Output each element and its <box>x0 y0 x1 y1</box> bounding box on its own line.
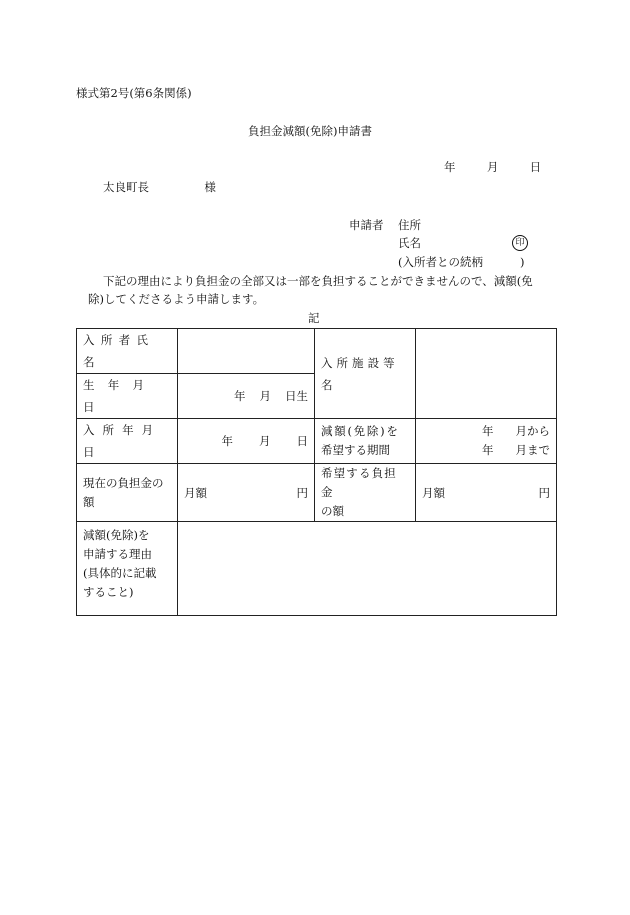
ki-heading: 記 <box>308 311 320 325</box>
resident-name-value[interactable] <box>178 329 315 374</box>
body-text-line-2: 除)してくださるよう申請します。 <box>88 292 265 306</box>
applicant-relation-label: (入所者との続柄 <box>398 255 483 269</box>
seal-mark: 印 <box>512 235 528 251</box>
current-amount-label: 現在の負担金の 額 <box>77 464 178 522</box>
date-day: 日 <box>529 160 542 174</box>
addressee-name: 太良町長 <box>103 180 149 194</box>
reason-value[interactable] <box>178 522 557 616</box>
application-table <box>76 328 557 616</box>
facility-name-label: 入所施設等名 <box>315 329 416 419</box>
desired-amount-value[interactable]: 月額 円 <box>416 464 557 522</box>
birth-date-label: 生年月日 <box>77 374 178 419</box>
form-number: 様式第2号(第6条関係) <box>76 86 192 100</box>
table-row <box>77 464 557 522</box>
table-row <box>77 522 557 616</box>
applicant-relation-close: ) <box>520 255 525 269</box>
current-amount-value[interactable]: 月額 円 <box>178 464 315 522</box>
period-label: 減額(免除)を 希望する期間 <box>315 419 416 464</box>
admission-date-value[interactable]: 年 月 日 <box>178 419 315 464</box>
reason-label: 減額(免除)を 申請する理由 (具体的に記載 すること) <box>77 522 178 616</box>
period-value[interactable]: 年 月から 年 月まで <box>416 419 557 464</box>
date-month: 月 <box>486 160 499 174</box>
resident-name-label: 入所者氏名 <box>77 329 178 374</box>
facility-name-value[interactable] <box>416 329 557 419</box>
applicant-label: 申請者 <box>349 218 384 232</box>
date-line <box>444 160 541 174</box>
table-row <box>77 419 557 464</box>
applicant-name-label: 氏名 <box>398 236 421 250</box>
date-year: 年 <box>444 160 456 174</box>
addressee-honorific: 様 <box>204 180 216 194</box>
addressee <box>103 180 216 194</box>
page-title: 負担金減額(免除)申請書 <box>248 124 372 138</box>
admission-date-label: 入所年月日 <box>77 419 178 464</box>
applicant-address-label: 住所 <box>398 218 421 232</box>
birth-date-value[interactable]: 年 月 日生 <box>178 374 315 419</box>
desired-amount-label: 希望する負担金 の額 <box>315 464 416 522</box>
body-text-line-1: 下記の理由により負担金の全部又は一部を負担することができませんので、減額(免 <box>103 274 533 288</box>
table-row <box>77 329 557 374</box>
